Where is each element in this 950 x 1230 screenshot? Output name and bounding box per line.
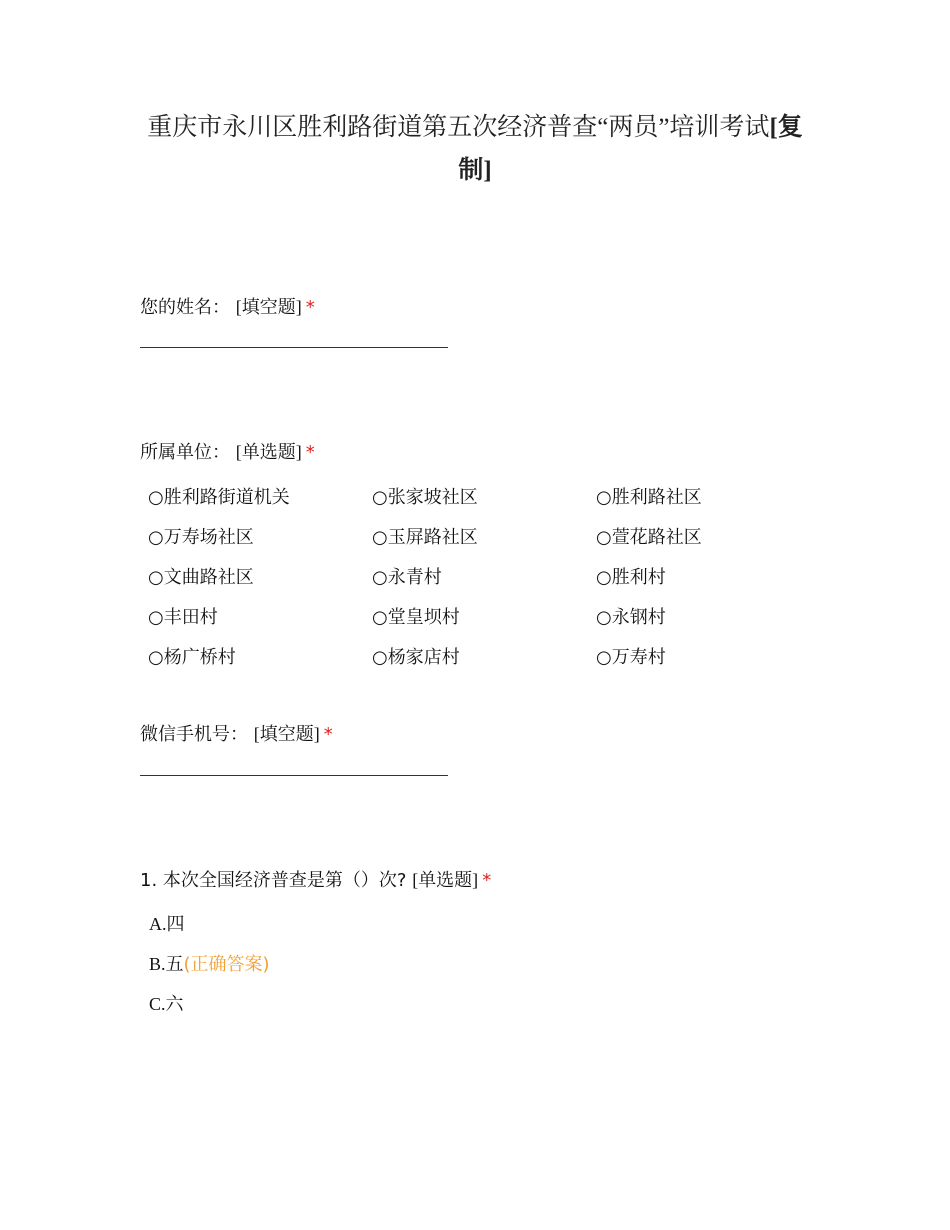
option-label: 万寿村	[611, 647, 666, 668]
option-label: 丰田村	[163, 607, 218, 628]
unit-option[interactable]	[148, 526, 372, 566]
question-name-label	[140, 295, 315, 320]
question-1-type: [单选题]	[412, 870, 479, 890]
title-suffix-open: [复	[769, 114, 803, 141]
option-label: 堂皇坝村	[387, 607, 460, 628]
answer-option[interactable]	[149, 992, 270, 1032]
question-phone-text: 微信手机号：	[140, 724, 248, 745]
radio-circle-icon: ○	[372, 647, 388, 668]
answer-text: 四	[166, 914, 185, 935]
option-label: 杨广桥村	[163, 647, 236, 668]
radio-circle-icon: ○	[372, 527, 388, 548]
answer-letter: C.	[149, 994, 166, 1014]
radio-circle-icon: ○	[596, 647, 612, 668]
question-1-answers	[149, 912, 270, 1032]
unit-option[interactable]	[372, 646, 596, 686]
option-label: 文曲路社区	[163, 567, 254, 588]
radio-circle-icon: ○	[372, 567, 388, 588]
unit-option[interactable]	[596, 566, 820, 606]
question-unit-label	[140, 440, 315, 465]
radio-circle-icon: ○	[148, 527, 164, 548]
correct-answer-note: (正确答案)	[183, 954, 270, 975]
option-label: 张家坡社区	[387, 487, 478, 508]
name-input-line[interactable]	[140, 347, 448, 348]
option-label: 胜利村	[611, 567, 666, 588]
radio-circle-icon: ○	[596, 607, 612, 628]
question-1-label	[140, 868, 491, 893]
unit-option[interactable]	[372, 606, 596, 646]
required-marker: *	[323, 724, 333, 745]
question-unit-text: 所属单位：	[140, 442, 230, 463]
required-marker: *	[482, 870, 492, 891]
question-unit-type: [单选题]	[235, 442, 302, 462]
option-label: 杨家店村	[387, 647, 460, 668]
unit-options	[148, 486, 820, 686]
radio-circle-icon: ○	[148, 567, 164, 588]
unit-option[interactable]	[372, 566, 596, 606]
unit-option[interactable]	[596, 526, 820, 566]
required-marker: *	[305, 442, 315, 463]
unit-option[interactable]	[596, 606, 820, 646]
answer-text: 五	[165, 954, 184, 975]
option-label: 胜利路社区	[611, 487, 702, 508]
option-label: 萱花路社区	[611, 527, 702, 548]
answer-option[interactable]	[149, 952, 270, 992]
phone-input-line[interactable]	[140, 775, 448, 776]
option-label: 万寿场社区	[163, 527, 254, 548]
unit-option[interactable]	[148, 486, 372, 526]
option-label: 玉屏路社区	[387, 527, 478, 548]
radio-circle-icon: ○	[596, 487, 612, 508]
unit-option[interactable]	[596, 486, 820, 526]
question-1-text: 1. 本次全国经济普查是第（）次?	[140, 870, 407, 891]
question-name-type: [填空题]	[235, 297, 302, 317]
radio-circle-icon: ○	[372, 607, 388, 628]
question-name-text: 您的姓名：	[140, 297, 230, 318]
question-phone-type: [填空题]	[253, 724, 320, 744]
option-label: 胜利路街道机关	[163, 487, 290, 508]
radio-circle-icon: ○	[148, 487, 164, 508]
radio-circle-icon: ○	[596, 567, 612, 588]
radio-circle-icon: ○	[596, 527, 612, 548]
unit-option[interactable]	[596, 646, 820, 686]
question-phone-label	[140, 722, 333, 747]
unit-option[interactable]	[148, 566, 372, 606]
radio-circle-icon: ○	[148, 647, 164, 668]
option-label: 永钢村	[611, 607, 666, 628]
answer-text: 六	[165, 994, 184, 1015]
radio-circle-icon: ○	[372, 487, 388, 508]
title-text: 重庆市永川区胜利路街道第五次经济普查“两员”培训考试	[147, 114, 770, 141]
title-suffix-close: 制]	[458, 157, 492, 184]
unit-option[interactable]	[372, 486, 596, 526]
unit-option[interactable]	[148, 606, 372, 646]
option-label: 永青村	[387, 567, 442, 588]
required-marker: *	[305, 297, 315, 318]
unit-option[interactable]	[372, 526, 596, 566]
radio-circle-icon: ○	[148, 607, 164, 628]
answer-option[interactable]	[149, 912, 270, 952]
answer-letter: B.	[149, 954, 166, 974]
unit-option[interactable]	[148, 646, 372, 686]
answer-letter: A.	[149, 914, 167, 934]
page-title	[140, 106, 810, 192]
